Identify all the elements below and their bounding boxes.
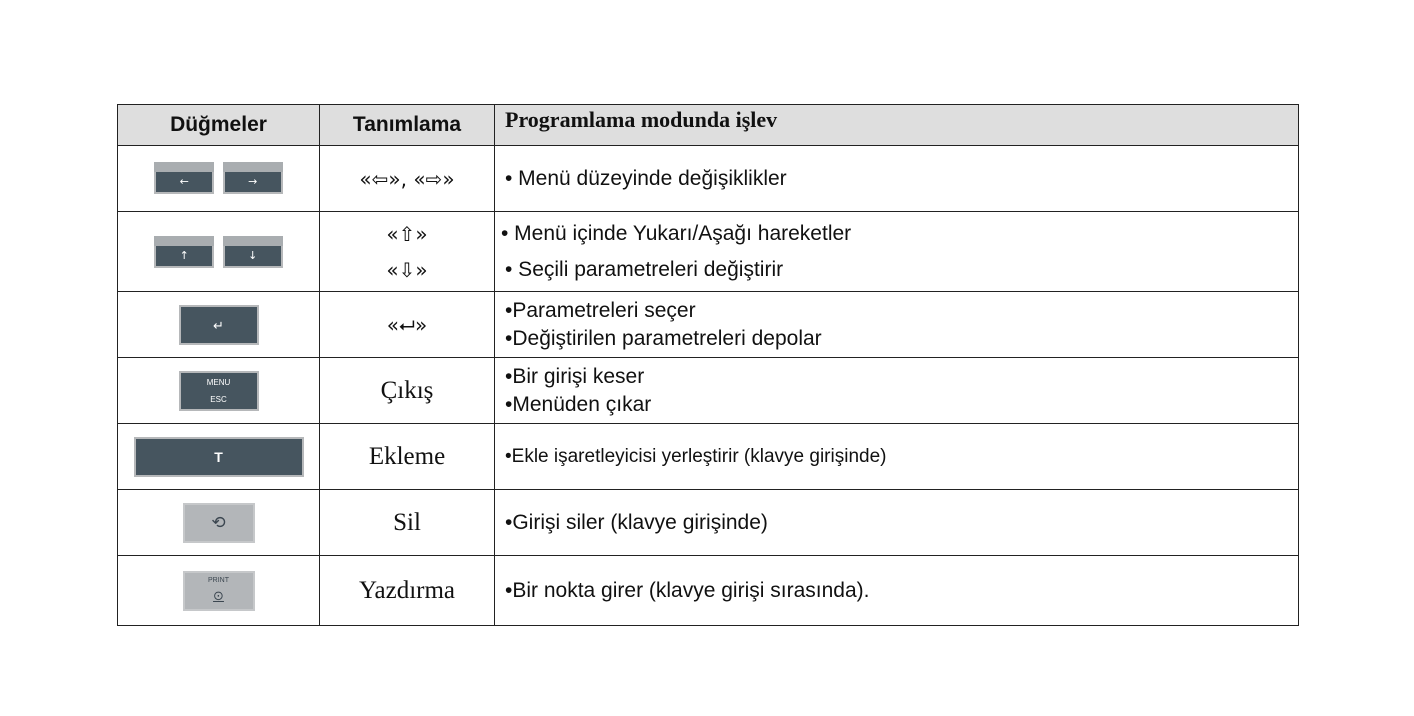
- enter-icon: ↵: [213, 318, 224, 334]
- down-designation: «⇩»: [386, 257, 428, 282]
- function-cell: [495, 358, 1299, 424]
- designation-cell: [320, 212, 495, 292]
- key-image-cell: [118, 292, 320, 358]
- key-image-cell: [118, 556, 320, 626]
- enter-designation: «⮠»: [386, 312, 428, 337]
- insert-designation: Ekleme: [368, 442, 446, 470]
- print-key-label: PRINT: [208, 576, 229, 584]
- table-row: [118, 424, 1299, 490]
- exit-designation: Çıkış: [380, 376, 434, 404]
- function-cell: [495, 212, 1299, 292]
- function-line: • Seçili parametreleri değiştirir: [505, 257, 784, 281]
- print-key: [183, 571, 255, 611]
- down-arrow-icon: ↓: [248, 248, 258, 262]
- designation-cell: [320, 556, 495, 626]
- function-line: •Parametreleri seçer: [505, 298, 696, 322]
- table-row: [118, 490, 1299, 556]
- function-line: •Bir nokta girer (klavye girişi sırasında).: [505, 578, 870, 602]
- right-arrow-icon: →: [248, 174, 258, 188]
- menu-esc-key: [179, 371, 259, 411]
- function-line: •Menüden çıkar: [505, 392, 652, 416]
- menu-key-label: MENU: [206, 377, 231, 387]
- key-image-cell: [118, 212, 320, 292]
- key-image-cell: [118, 424, 320, 490]
- function-line: •Değiştirilen parametreleri depolar: [505, 326, 822, 350]
- function-line: •Bir girişi keser: [505, 364, 645, 388]
- function-line: • Menü içinde Yukarı/Aşağı hareketler: [501, 221, 852, 245]
- print-designation: Yazdırma: [358, 576, 456, 604]
- left-right-designation: «⇦», «⇨»: [359, 166, 455, 191]
- right-arrow-key: [223, 170, 283, 194]
- down-arrow-key: [223, 244, 283, 268]
- function-cell: [495, 490, 1299, 556]
- up-arrow-icon: ↑: [179, 248, 189, 262]
- tare-key-label: T: [214, 448, 223, 465]
- function-line: • Menü düzeyinde değişiklikler: [505, 166, 787, 190]
- delete-designation: Sil: [393, 508, 421, 536]
- table-row: [118, 556, 1299, 626]
- esc-key-label: ESC: [210, 394, 227, 404]
- table-header-row: [118, 105, 1299, 146]
- header-designation: Tanımlama: [320, 105, 495, 146]
- delete-key: [183, 503, 255, 543]
- function-line: •Ekle işaretleyicisi yerleştirir (klavye girişinde): [505, 445, 887, 467]
- print-icon: ⊙: [213, 588, 224, 604]
- table-row: [118, 358, 1299, 424]
- function-cell: [495, 424, 1299, 490]
- table-row: [118, 292, 1299, 358]
- designation-cell: [320, 490, 495, 556]
- key-image-cell: [118, 358, 320, 424]
- up-arrow-key: [154, 244, 214, 268]
- tare-key: [134, 437, 304, 477]
- key-function-table: [117, 104, 1299, 626]
- designation-cell: [320, 146, 495, 212]
- refresh-icon: ⟲: [211, 512, 226, 533]
- designation-cell: [320, 424, 495, 490]
- up-designation: «⇧»: [386, 221, 428, 246]
- designation-cell: [320, 292, 495, 358]
- function-cell: [495, 556, 1299, 626]
- key-image-cell: [118, 490, 320, 556]
- enter-key: [179, 305, 259, 345]
- table-row: [118, 212, 1299, 292]
- left-arrow-icon: ←: [179, 174, 189, 188]
- left-arrow-key: [154, 170, 214, 194]
- table-row: [118, 146, 1299, 212]
- function-line: •Girişi siler (klavye girişinde): [505, 510, 768, 534]
- function-cell: [495, 292, 1299, 358]
- designation-cell: [320, 358, 495, 424]
- header-buttons: Düğmeler: [118, 105, 320, 146]
- function-cell: [495, 146, 1299, 212]
- key-image-cell: [118, 146, 320, 212]
- header-function: Programlama modunda işlev: [495, 105, 1299, 146]
